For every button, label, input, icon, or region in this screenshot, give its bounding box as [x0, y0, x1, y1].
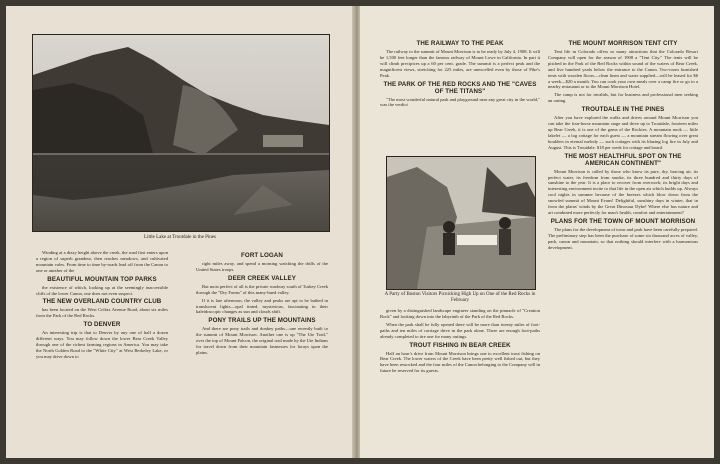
lake-illustration — [33, 35, 329, 231]
heading-tent-city: THE MOUNT MORRISON TENT CITY — [568, 40, 678, 47]
left-page-column-1 — [36, 250, 168, 362]
heading-trout-fishing: TROUT FISHING IN BEAR CREEK — [409, 341, 511, 349]
paragraph-creation-rock: given by a distinguished landscape engineer standing on the pinnacle of "Creation Rock" and looking down into the labyrinth of the Park of the Red Rocks. — [380, 308, 540, 319]
paragraph-country-club: has been located on the West Colfax Avenue Road, about six miles from the Park of the Red Rocks. — [36, 307, 168, 319]
picnic-photo-caption: A Party of Boston Visitors Picnicking High Up on One of the Red Rocks in February — [384, 292, 536, 303]
right-page-column-1 — [380, 38, 540, 110]
heading-to-denver: TO DENVER — [83, 321, 121, 329]
paragraph-denver: An interesting trip is that to Denver by any one of half a dozen different ways. You may follow down the lower Bear Creek Valley through one of the richest farming regions in America. You may take the North Golden Road to the "White City" at West Berkeley Lake, or you may drive down to — [36, 330, 168, 359]
picnic-illustration — [387, 157, 535, 289]
heading-most-healthful-spot: THE MOST HEALTHFUL SPOT ON THE AMERICAN CONTINENT" — [564, 152, 682, 167]
heading-mountain-top-parks: BEAUTIFUL MOUNTAIN TOP PARKS — [47, 275, 157, 283]
heading-pony-trails: PONY TRAILS UP THE MOUNTAINS — [208, 317, 316, 325]
heading-deer-creek-valley: DEER CREEK VALLEY — [228, 274, 296, 282]
paragraph-tent-city: Tent life in Colorado offers so many attractions that the Colorado Resort Company will open for the season of 1908 a "Tent City." The tents will be pitched in the Park of the Red Rocks within sound of the waters of Bear Creek, and five hundred yards below the entrance to the Canon. Two-room furnished tents with wooden floors—clean linen and water supplied—will be leased for $6 a week—$20 a month. You can cook your own meals over a camp fire or go to a nearby restaurant or to the Mount Morrison Hotel. — [548, 49, 698, 90]
heading-plans-for-town: PLANS FOR THE TOWN OF MOUNT MORRISON — [550, 217, 696, 225]
left-page-column-2 — [196, 250, 328, 358]
lake-photo — [32, 34, 330, 232]
heading-fort-logan: FORT LOGAN — [241, 252, 283, 259]
heading-park-of-red-rocks: THE PARK OF THE RED ROCKS AND THE "CAVES OF THE TITANS" — [383, 80, 537, 95]
left-page — [6, 6, 356, 458]
paragraph-wonderful-park: "The most wonderful natural park and playground near any great city in the world," was the verdict — [380, 96, 540, 108]
paragraph-afternoon-lights: If it is late afternoon, the valley and peaks are apt to be bathed in translucent lights—opal tinted, mysterious, fascinating in their kaleidoscopic changes as sun and clouds shift. — [196, 297, 328, 315]
paragraph-fort-logan: right miles away, and spend a morning watching the drills of the United States troops. — [196, 261, 328, 272]
paragraph-plans: The plans for the development of town and park have been carefully prepared. The preliminary step has been the purchase of some six thousand acres of valley, park, canon and mountain, so that nothing should interfere with a harmonious development. — [548, 226, 699, 250]
paragraph-healthful: Mount Morrison is called by those who know its pure, dry, bracing air, its perfect water, its freedom from smoke, its three hundred and thirty days of sunshine to the year. It is a place to recover from overwork; its bright days and interesting environment incite to that life in the open air which builds up. Always cool nights in summer because of the breezes which blow down from the snowfed summit of Mount Evans! Delightful, sunshiny days in winter, that in from the plains' winds by the Great Dinosaur Dyke! Where else has nature and art combined more perfectly for man's health, comfort and entertainment? — [548, 168, 698, 215]
paragraph-pony-trails: And there are pony trails and donkey paths—one recently built to the summit of Mount Morrison. Another one is up "The Ute Trail," over the top of Mount Falcon, the original trail made by the Ute Indians for travel down from their mountain fastnesses for forays upon the plains. — [196, 326, 328, 355]
paragraph-foot-paths: When the park shall be fully opened there will be more than twenty miles of foot-paths and ten miles of carriage drive in the park alone. There are enough foot-paths already completed to tire one for many outings. — [380, 321, 540, 339]
heading-overland-country-club: THE NEW OVERLAND COUNTRY CLUB — [42, 298, 162, 306]
picnic-photo — [386, 156, 536, 290]
heading-railway-to-peak: THE RAILWAY TO THE PEAK — [416, 40, 504, 47]
right-page — [360, 6, 714, 458]
paragraph-railway: The railway to the summit of Mount Morrison is to be ready by July 4, 1908. It will be 1,500 feet longer than the famous railway of Mount Lowe in California. In part it will climb precipices up a 60 per cent. grade. The summit is a perfect peak and the magnificent views, stretching for 225 miles, are unexcelled even by those of Pike's Peak. — [380, 49, 540, 78]
paragraph-trout-fishing: Half an hour's drive from Mount Morrison brings one to excellent trout fishing on Bear Creek. The lower waters of the Creek have been pretty well fished out, but they have been restocked and the four miles of the Canon belonging to the Company will in future be reserved for its guests. — [380, 350, 540, 374]
lake-photo-caption: Little Lake at Troutdale in the Pines — [144, 235, 216, 240]
paragraph-troutdale: After you have explored the walks and drives around Mount Morrison you can take the four-horse mountain stage and drive up to Troutdale, fourteen miles up Bear Creek, it is one of the gems of the Rockies. A mountain nook — little lakelet — a log cottage for each guest — a mountain stream flowing over great boulders in eternal melody — such cottages with its blazing log fire in July and August. This is Troutdale. $18 per week for cottage and board. — [548, 115, 698, 150]
heading-troutdale-in-pines: TROUTDALE IN THE PINES — [581, 106, 665, 114]
paragraph-camp-purpose: The camp is not for invalids, but for business and professional men seeking an outing. — [548, 92, 698, 104]
intro-paragraph: Winding at a dizzy height above the creek, the road first enters upon a region of superb grandeur, then reaches meadows, and cultivated mountain vales. From time to time by-roads lead off from the Canon to one or another of the — [36, 250, 168, 273]
paragraph-deer-creek: But most perfect of all is the private roadway south of Turkey Creek through the "Dry Farms" of this many-hued valley. — [196, 283, 328, 295]
right-page-column-2 — [548, 38, 698, 252]
right-page-column-1-lower — [380, 308, 540, 376]
paragraph-parks: the existence of which, looking up at the seemingly inaccessible cliffs of the lower Canon, one does not even suspect. — [36, 284, 168, 296]
